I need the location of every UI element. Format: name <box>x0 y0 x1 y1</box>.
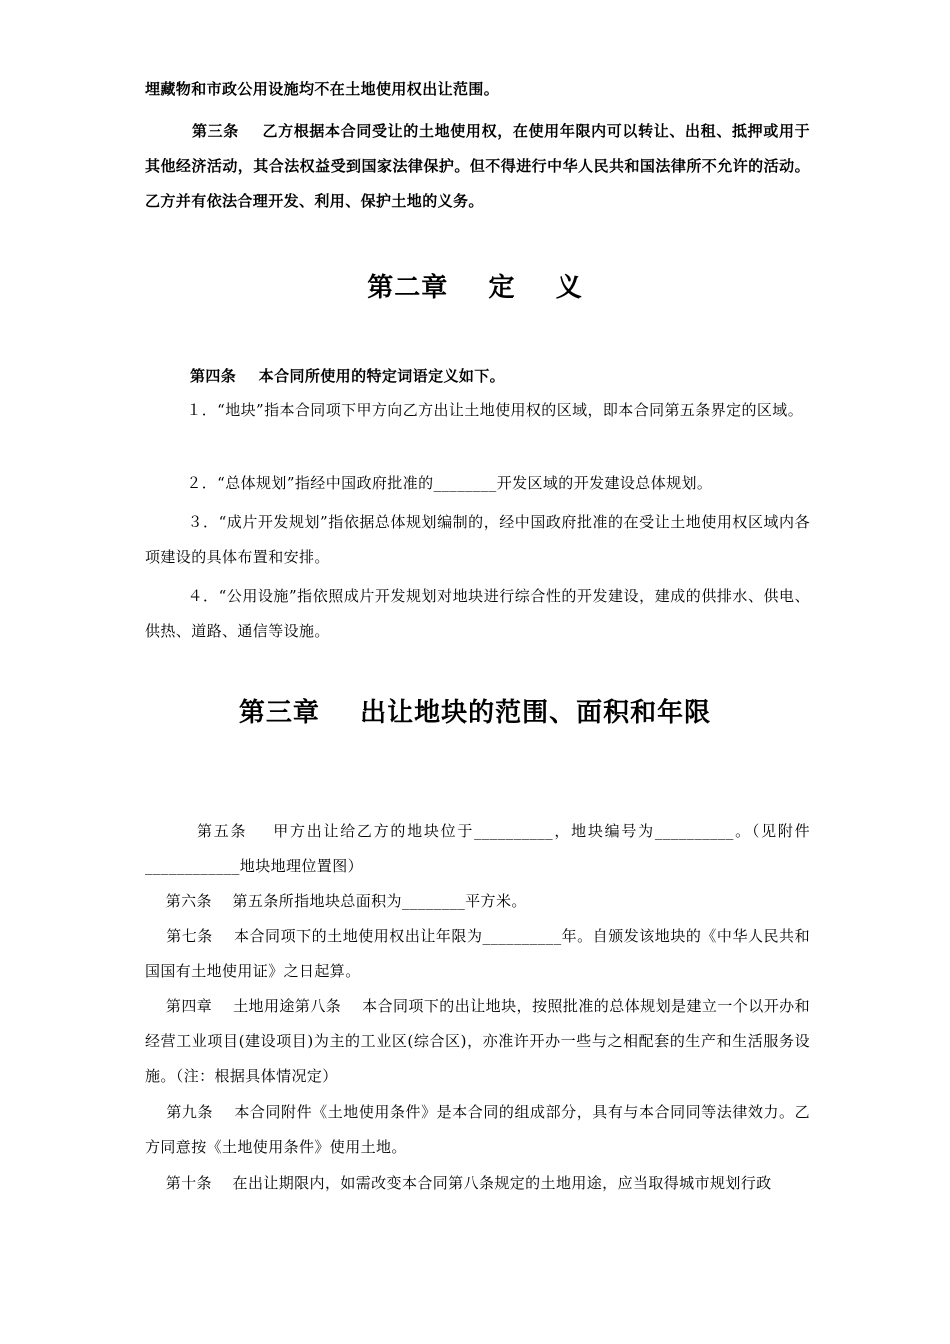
article-3: 第三条 乙方根据本合同受让的土地使用权，在使用年限内可以转让、出租、抵押或用于其他经济活动，其合法权益受到国家法律保护。但不得进行中华人民共和国法律所不允许的活动。乙方并有依法合理开发、利用、保护土地的义务。 <box>145 122 810 210</box>
article-8: 第四章 土地用途第八条 本合同项下的出让地块，按照批准的总体规划是建立一个以开办和经营工业项目(建设项目)为主的工业区(综合区)，亦准许开办一些与之相配套的生产和生活服务设施。（注：根据具体情况定） <box>145 997 810 1085</box>
article-4: 第四条 本合同所使用的特定词语定义如下。 <box>145 367 506 385</box>
article-10: 第十条 在出让期限内，如需改变本合同第八条规定的土地用途，应当取得城市规划行政 <box>145 1174 772 1192</box>
chapter-3-title: 第三章 出让地块的范围、面积和年限 <box>238 698 712 728</box>
chapter-2-title: 第二章 定 义 <box>367 273 583 303</box>
article-6: 第六条 第五条所指地块总面积为________平方米。 <box>145 892 527 910</box>
article-9: 第九条 本合同附件《土地使用条件》是本合同的组成部分，具有与本合同同等法律效力。乙方同意按《土地使用条件》使用土地。 <box>145 1103 810 1156</box>
definition-1: １．“地块”指本合同项下甲方向乙方出让土地使用权的区域，即本合同第五条界定的区域。 <box>145 401 804 419</box>
definition-4: ４．“公用设施”指依照成片开发规划对地块进行综合性的开发建设，建成的供排水、供电、供热、道路、通信等设施。 <box>145 587 810 640</box>
intro-line: 埋藏物和市政公用设施均不在土地使用权出让范围。 <box>145 80 500 98</box>
definition-2: ２．“总体规划”指经中国政府批准的________开发区域的开发建设总体规划。 <box>145 474 713 492</box>
article-5: 第五条 甲方出让给乙方的地块位于__________，地块编号为__________。（见附件____________地块地理位置图） <box>145 822 810 875</box>
definition-3: ３．“成片开发规划”指依据总体规划编制的，经中国政府批准的在受让土地使用权区域内各项建设的具体布置和安排。 <box>145 513 810 566</box>
article-7: 第七条 本合同项下的土地使用权出让年限为__________年。自颁发该地块的《中华人民共和国国有土地使用证》之日起算。 <box>145 927 810 980</box>
